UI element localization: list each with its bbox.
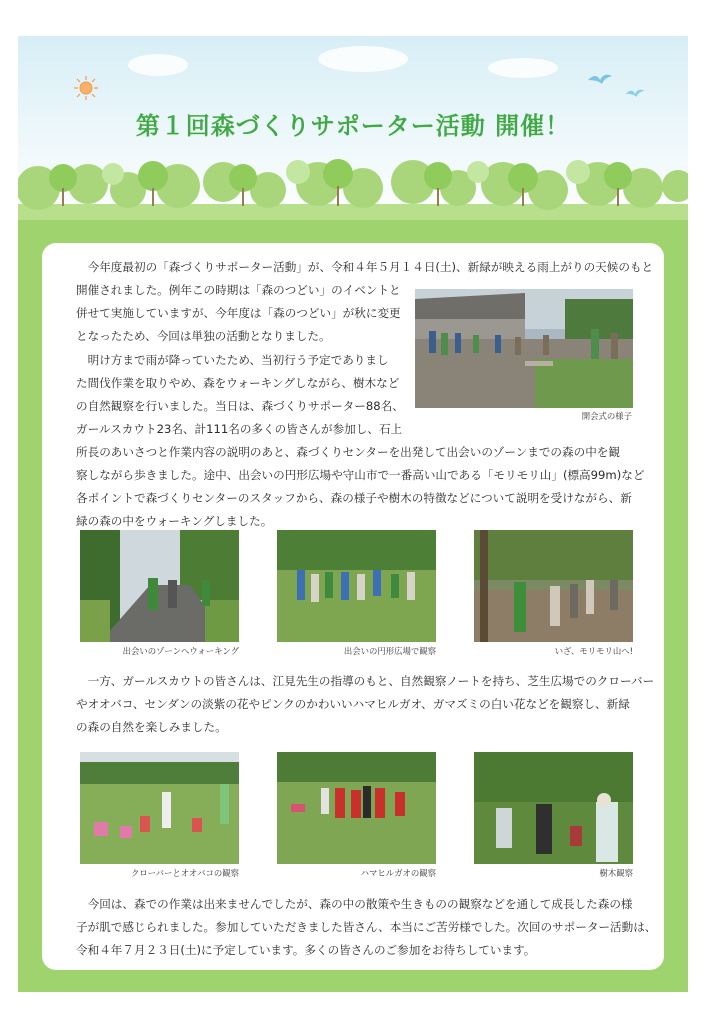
middle-line: やオオバコ、センダンの淡紫の花やピンクのかわいいハマヒルガオ、ガマズミの白い花などを観察し、新緑 [76, 697, 630, 711]
closing-line: 今回は、森での作業は出来ませんでしたが、森の中の散策や生きものの観察などを通して成長した森の様 [76, 897, 633, 911]
intro-line: 今年度最初の「森づくりサポーター活動」が、令和４年５月１４日(土)、新緑が映える雨上がりの天候のもと [76, 260, 654, 274]
photo-caption: 樹木観察 [599, 868, 633, 878]
intro-line: となったため、今回は単独の活動となりました。 [76, 329, 331, 343]
middle-line: 一方、ガールスカウトの皆さんは、江見先生の指導のもと、自然観察ノートを持ち、芝生広場でのクローバー [76, 674, 655, 688]
hamahirugao-observation-photo [277, 752, 436, 864]
tree-observation-photo [474, 752, 633, 864]
cloud [128, 54, 188, 76]
photo-caption: 出会いのゾーンへウォーキング [122, 646, 239, 656]
intro-line: の自然観察を行いました。当日は、森づくりサポーター88名、 [76, 399, 404, 413]
photo-caption: いざ、モリモリ山へ! [554, 646, 633, 656]
photo-caption: ハマヒルガオの観察 [360, 868, 436, 878]
photo-caption: 出会いの円形広場で観察 [343, 646, 436, 656]
intro-line: ガールスカウト23名、計111名の多くの皆さんが参加し、石上 [76, 422, 403, 436]
sun-icon [74, 76, 98, 100]
intro-line: 察しながら歩きました。途中、出会いの円形広場や守山市で一番高い山である「モリモリ山」(標高99m)など [76, 468, 645, 482]
closing-line: 子が肌で感じられました。参加していただきました皆さん、本当にご苦労様でした。次回のサポーター活動は、 [76, 920, 657, 934]
intro-line: た間伐作業を取りやめ、森をウォーキングしながら、樹木など [76, 376, 400, 390]
header-banner [18, 36, 688, 226]
morimori-mountain-photo [474, 530, 633, 642]
opening-ceremony-photo [415, 289, 633, 408]
intro-line: 各ポイントで森づくりセンターのスタッフから、森の様子や樹木の特徴などについて説明を受けながら、新 [76, 491, 632, 505]
photo-caption: 開会式の様子 [581, 411, 632, 421]
cloud [318, 46, 408, 72]
middle-line: の森の自然を楽しみました。 [76, 720, 227, 734]
intro-line: 併せて実施していますが、今年度は「森のつどい」が秋に変更 [76, 306, 401, 320]
bird-icon [624, 86, 646, 100]
intro-line: 明け方まで雨が降っていたため、当初行う予定でありまし [76, 353, 389, 367]
walking-photo [80, 530, 239, 642]
intro-line: 所長のあいさつと作業内容の説明のあと、森づくりセンターを出発して出会いのゾーンまでの森の中を観 [76, 445, 620, 459]
page-title: 第１回森づくりサポーター活動 開催！ [135, 112, 571, 140]
clover-observation-photo [80, 752, 239, 864]
closing-line: 令和４年７月２３日(土)に予定しています。多くの皆さんのご参加をお待ちしています。 [76, 943, 536, 957]
intro-line: 緑の森の中をウォーキングしました。 [76, 514, 273, 528]
cloud [488, 58, 558, 78]
circular-plaza-photo [277, 530, 436, 642]
tree-border [18, 148, 688, 226]
photo-caption: クローバーとオオバコの観察 [130, 868, 239, 878]
intro-line: 開催されました。例年この時期は「森のつどい」のイベントと [76, 283, 401, 297]
bird-icon [586, 70, 614, 88]
